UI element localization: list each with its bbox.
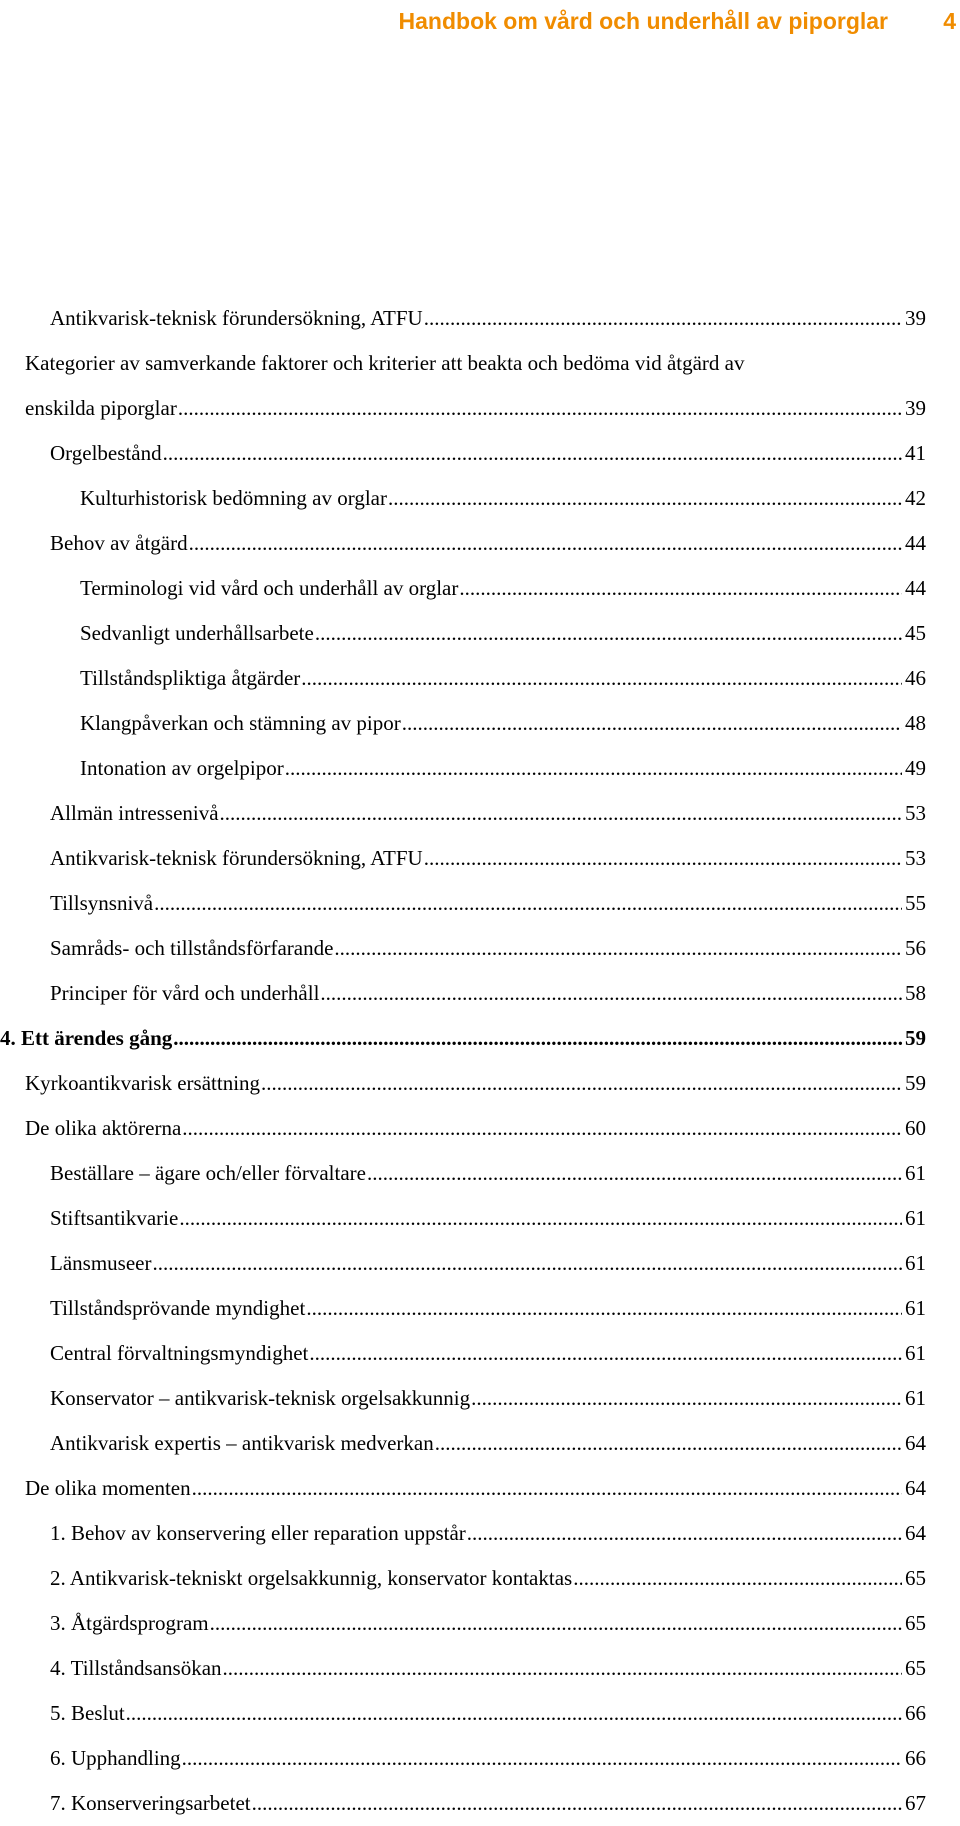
toc-leader-dots [252,1786,902,1820]
toc-entry-label: 3. Åtgärdsprogram [50,1611,209,1635]
toc-leader-dots [435,1426,902,1460]
toc-leader-dots [320,976,902,1010]
toc-entry[interactable] [0,1106,960,1151]
toc-entry-label: 4. Tillståndsansökan [50,1656,222,1680]
toc-entry[interactable] [0,1241,960,1286]
table-of-contents [0,296,960,1826]
toc-leader-dots [424,301,902,335]
toc-entry-label: Kulturhistorisk bedömning av orglar [80,486,387,510]
toc-entry-page: 53 [905,801,926,825]
toc-entry-label: De olika aktörerna [25,1116,182,1140]
toc-leader-dots [178,391,902,425]
toc-entry[interactable] [0,1646,960,1691]
toc-entry-page: 65 [905,1566,926,1590]
toc-leader-dots [315,616,902,650]
toc-entry-label: 5. Beslut [50,1701,125,1725]
toc-entry-page: 46 [905,666,926,690]
toc-entry-page: 64 [905,1476,926,1500]
toc-entry-label: Tillståndspliktiga åtgärder [80,666,301,690]
toc-leader-dots [223,1651,902,1685]
toc-entry-page: 44 [905,576,926,600]
toc-leader-dots [192,1471,902,1505]
toc-entry-page: 64 [905,1431,926,1455]
toc-entry[interactable] [0,926,960,971]
page-number: 4 [943,8,956,34]
toc-entry-page: 58 [905,981,926,1005]
toc-entry[interactable] [0,1286,960,1331]
toc-leader-dots [424,841,902,875]
toc-entry-label: Tillsynsnivå [50,891,154,915]
toc-entry-label: Orgelbestånd [50,441,162,465]
toc-entry-label: enskilda piporglar [25,396,177,420]
toc-entry[interactable] [0,1376,960,1421]
toc-entry[interactable] [0,476,960,521]
toc-entry[interactable] [0,746,960,791]
toc-leader-dots [467,1516,902,1550]
toc-entry-page: 66 [905,1746,926,1770]
toc-entry[interactable] [0,836,960,881]
toc-leader-dots [173,1021,902,1055]
toc-entry-label: Samråds- och tillståndsförfarande [50,936,334,960]
toc-leader-dots [261,1066,902,1100]
toc-leader-dots [388,481,902,515]
toc-chapter-entry[interactable] [0,1016,960,1061]
toc-entry-page: 61 [905,1161,926,1185]
toc-entry-page: 39 [905,396,926,420]
toc-entry-label: 6. Upphandling [50,1746,181,1770]
toc-entry[interactable] [0,656,960,701]
toc-entry[interactable] [0,611,960,656]
toc-entry-page: 60 [905,1116,926,1140]
toc-entry[interactable] [0,791,960,836]
toc-leader-dots [367,1156,902,1190]
document-title: Handbok om vård och underhåll av piporglar [398,8,888,34]
toc-entry-page: 61 [905,1251,926,1275]
toc-entry-label: 2. Antikvarisk-tekniskt orgelsakkunnig, konservator kontaktas [50,1566,573,1590]
toc-entry-page: 39 [905,306,926,330]
toc-entry[interactable] [0,1331,960,1376]
toc-entry[interactable] [0,521,960,566]
toc-leader-dots [459,571,902,605]
toc-leader-dots [309,1336,902,1370]
toc-entry[interactable] [0,1421,960,1466]
toc-leader-dots [163,436,902,470]
toc-entry[interactable] [0,881,960,926]
toc-leader-dots [179,1201,902,1235]
toc-entry-label: Antikvarisk-teknisk förundersökning, ATFU [50,846,423,870]
toc-entry-page: 49 [905,756,926,780]
toc-entry[interactable] [0,1511,960,1556]
toc-entry[interactable] [0,1781,960,1826]
toc-entry[interactable] [0,1736,960,1781]
toc-entry-page: 61 [905,1341,926,1365]
toc-entry-label: De olika momenten [25,1476,191,1500]
toc-entry-page: 64 [905,1521,926,1545]
toc-entry-label: Antikvarisk-teknisk förundersökning, ATFU [50,306,423,330]
toc-entry-page: 55 [905,891,926,915]
toc-leader-dots [334,931,902,965]
toc-entry[interactable] [0,1061,960,1106]
toc-entry-page: 59 [905,1071,926,1095]
toc-entry-label: Terminologi vid vård och underhåll av orglar [80,576,459,600]
toc-entry-page: 56 [905,936,926,960]
toc-entry-label: Sedvanligt underhållsarbete [80,621,314,645]
toc-entry-label: Beställare – ägare och/eller förvaltare [50,1161,366,1185]
toc-entry-page: 45 [905,621,926,645]
toc-leader-dots [471,1381,902,1415]
running-header [0,4,960,38]
toc-leader-dots [189,526,902,560]
toc-entry-label: Klangpåverkan och stämning av pipor [80,711,401,735]
toc-entry-label: Kyrkoantikvarisk ersättning [25,1071,261,1095]
toc-leader-dots [301,661,902,695]
toc-entry[interactable] [0,701,960,746]
toc-entry[interactable] [0,971,960,1016]
toc-leader-dots [182,1111,902,1145]
toc-entry-page: 65 [905,1656,926,1680]
toc-entry[interactable] [0,1196,960,1241]
toc-entry[interactable] [0,566,960,611]
toc-entry-label: Central förvaltningsmyndighet [50,1341,309,1365]
toc-entry[interactable] [0,1151,960,1196]
toc-leader-dots [126,1696,902,1730]
toc-entry-page: 67 [905,1791,926,1815]
toc-entry-label: Behov av åtgärd [50,531,188,555]
toc-entry-page: 53 [905,846,926,870]
toc-leader-dots [220,796,902,830]
toc-entry-label: Länsmuseer [50,1251,152,1275]
toc-entry-label: Antikvarisk expertis – antikvarisk medverkan [50,1431,434,1455]
toc-leader-dots [210,1606,902,1640]
toc-entry-label: Principer för vård och underhåll [50,981,320,1005]
toc-entry[interactable] [0,431,960,476]
toc-leader-dots [154,886,902,920]
toc-entry-label-line1: Kategorier av samverkande faktorer och kriterier att beakta och bedöma vid åtgärd av [25,351,745,375]
toc-entry-label: 1. Behov av konservering eller reparation uppstår [50,1521,466,1545]
toc-entry-page: 65 [905,1611,926,1635]
toc-entry-page: 44 [905,531,926,555]
toc-entry-page: 48 [905,711,926,735]
toc-leader-dots [306,1291,902,1325]
toc-leader-dots [573,1561,902,1595]
toc-entry-label: 4. Ett ärendes gång [0,1026,173,1050]
toc-entry[interactable] [0,1466,960,1511]
toc-entry-page: 42 [905,486,926,510]
toc-entry-label: Intonation av orgelpipor [80,756,284,780]
toc-entry[interactable] [0,1601,960,1646]
toc-leader-dots [402,706,902,740]
toc-entry[interactable] [0,1691,960,1736]
toc-entry-page: 41 [905,441,926,465]
toc-leader-dots [182,1741,902,1775]
toc-entry-label: Allmän intressenivå [50,801,219,825]
toc-entry-page: 61 [905,1206,926,1230]
toc-entry[interactable] [0,1556,960,1601]
toc-entry-label: Konservator – antikvarisk-teknisk orgelsakkunnig [50,1386,471,1410]
toc-entry-page: 61 [905,1296,926,1320]
toc-entry[interactable] [0,341,960,431]
toc-entry-page: 66 [905,1701,926,1725]
toc-entry-label: Tillståndsprövande myndighet [50,1296,306,1320]
toc-entry-label: 7. Konserveringsarbetet [50,1791,251,1815]
toc-entry-page: 59 [905,1026,926,1050]
toc-entry-page: 61 [905,1386,926,1410]
toc-leader-dots [285,751,902,785]
toc-leader-dots [152,1246,902,1280]
toc-entry[interactable] [0,296,960,341]
toc-entry-label: Stiftsantikvarie [50,1206,179,1230]
